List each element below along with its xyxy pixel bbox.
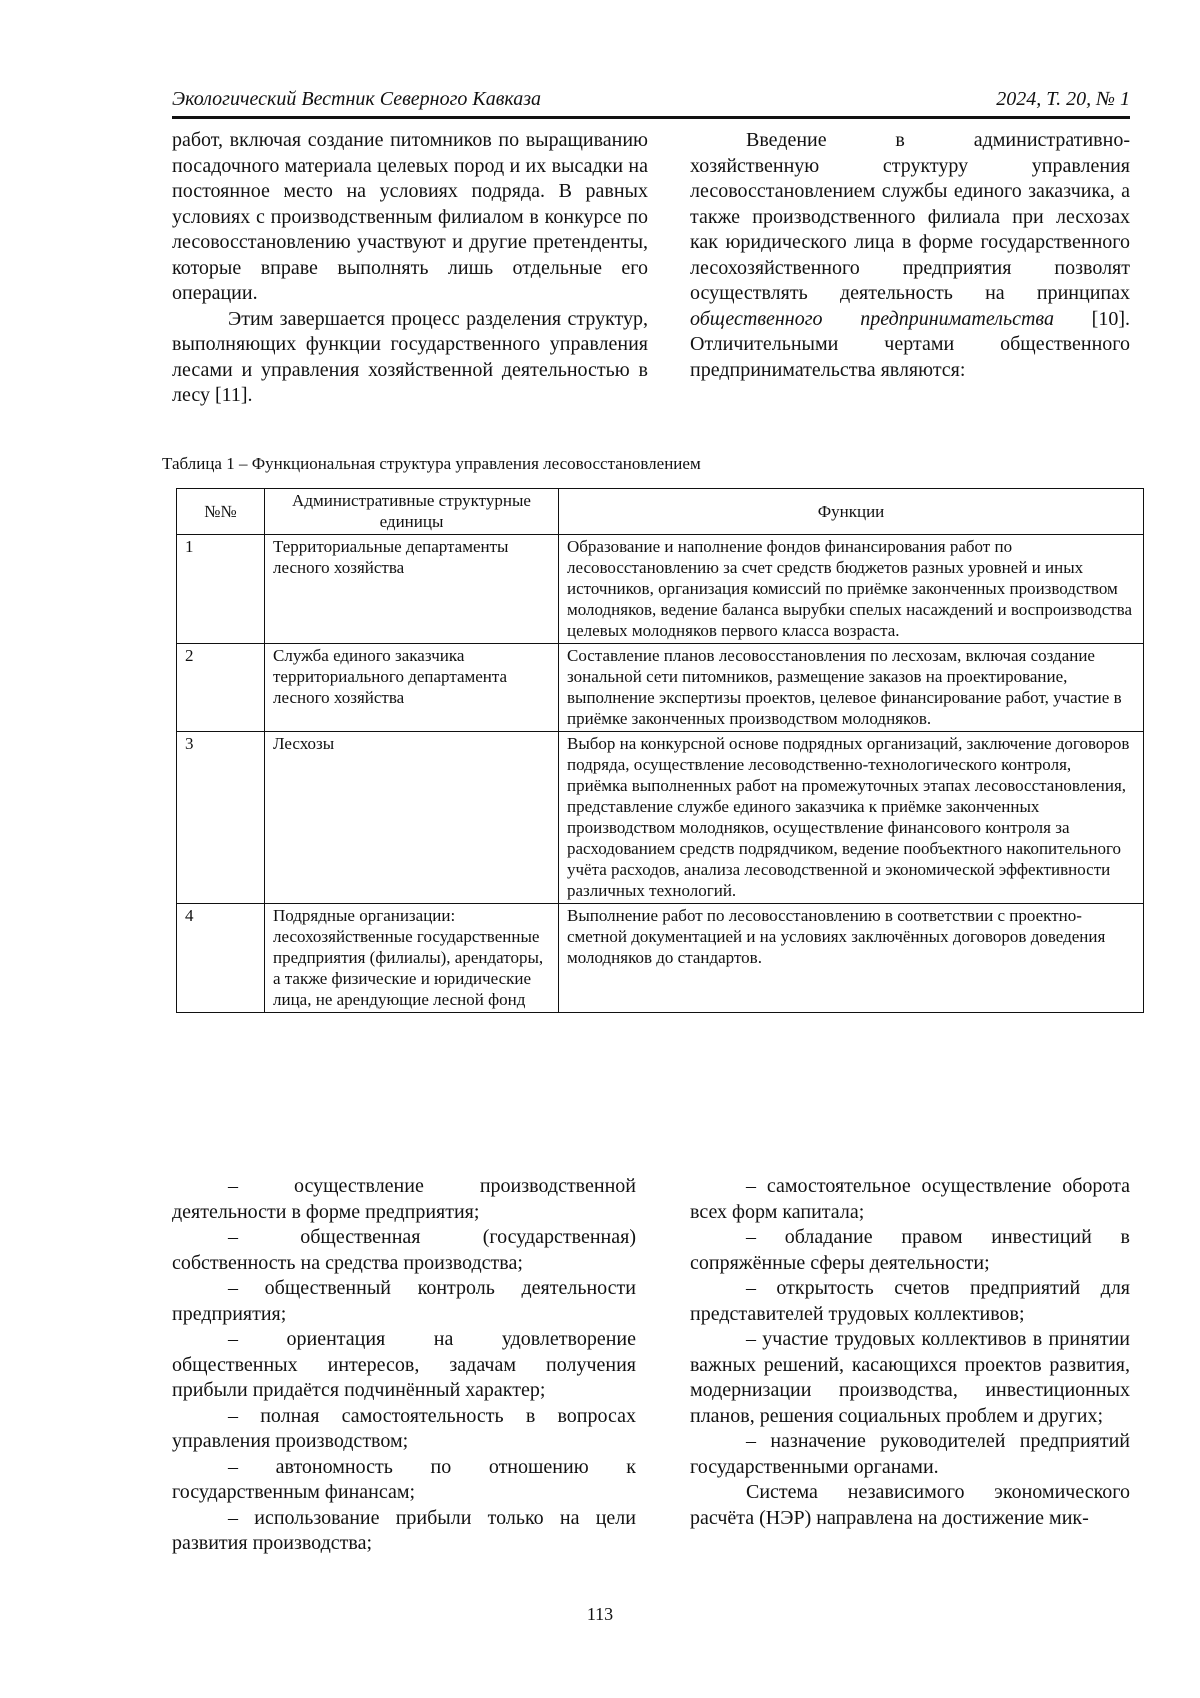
row-number: 4 — [177, 904, 265, 1013]
paragraph — [690, 128, 1130, 383]
paragraph: Система независимого экономического расчёта (НЭР) направлена на достижение мик- — [690, 1481, 1130, 1529]
list-item: – самостоятельное осуществление оборота всех форм капитала; — [690, 1175, 1130, 1223]
right-column-top — [690, 128, 1130, 383]
header-functions: Функции — [559, 489, 1144, 535]
table-header-row — [177, 489, 1144, 535]
row-functions: Составление планов лесовосстановления по лесхозам, включая создание зональной сети питомников, размещение заказов на проектирование, выполнение экспертизы проектов, целевое финансирование работ, участие в приёмке законченных производством молодняков. — [559, 644, 1144, 732]
list-item: – общественный контроль деятельности предприятия; — [172, 1277, 636, 1325]
list-item: – открытость счетов предприятий для представителей трудовых коллективов; — [690, 1277, 1130, 1325]
list-item: – использование прибыли только на цели развития производства; — [172, 1506, 636, 1554]
table-row — [177, 732, 1144, 904]
row-functions: Выбор на конкурсной основе подрядных организаций, заключение договоров подряда, осуществление лесоводственно-технологического контроля, приёмка выполненных работ на промежуточных этапах лесовосстановления, представление службе единого заказчика к приёмке законченных производством молодняков, осуществление финансового контроля за расходованием средств подрядчиком, ведение пообъектного накопительного учёта расходов, анализа лесоводственной и экономической эффективности различных технологий. — [559, 732, 1144, 904]
table-row — [177, 644, 1144, 732]
table-row — [177, 535, 1144, 644]
row-number: 2 — [177, 644, 265, 732]
table-row — [177, 904, 1144, 1013]
row-functions: Образование и наполнение фондов финансирования работ по лесовосстановлению за счет средств бюджетов разных уровней и иных источников, организация комиссий по приёмке законченных производством молодняков, ведение баланса вырубки спелых насаждений и воспроизводства целевых молодняков первого класса возраста. — [559, 535, 1144, 644]
row-number: 3 — [177, 732, 265, 904]
functional-structure-table — [176, 488, 1144, 1013]
list-item: – автономность по отношению к государственным финансам; — [172, 1455, 636, 1503]
list-item: – участие трудовых коллективов в принятии важных решений, касающихся проектов развития, модернизации производства, инвестиционных планов, решения социальных проблем и других; — [690, 1328, 1130, 1427]
row-unit: Лесхозы — [265, 732, 559, 904]
list-item: – обладание правом инвестиций в сопряжённые сферы деятельности; — [690, 1226, 1130, 1274]
header-units: Административные структурные единицы — [265, 489, 559, 535]
header-number: №№ — [177, 489, 265, 535]
running-header — [172, 84, 1130, 119]
left-column-bottom — [172, 1174, 636, 1557]
row-unit: Территориальные департаменты лесного хозяйства — [265, 535, 559, 644]
list-item: – назначение руководителей предприятий государственными органами. — [690, 1430, 1130, 1478]
left-column-top — [172, 128, 648, 409]
paragraph-text: Введение в административно-хозяйственную структуру управления лесовосстановлением службы единого заказчика, а также производственного филиала при лесхозах как юридического лица в форме государственного лесохозяйственного предприятия позволят осуществлять деятельность на принципах — [690, 129, 1130, 304]
journal-title: Экологический Вестник Северного Кавказа — [172, 88, 542, 110]
row-unit: Служба единого заказчика территориального департамента лесного хозяйства — [265, 644, 559, 732]
list-item: – ориентация на удовлетворение общественных интересов, задачам получения прибыли придаётся подчинённый характер; — [172, 1328, 636, 1401]
paragraph: Этим завершается процесс разделения структур, выполняющих функции государственного управления лесами и управления хозяйственной деятельностью в лесу [11]. — [172, 307, 648, 406]
table-caption: Таблица 1 – Функциональная структура управления лесовосстановлением — [162, 454, 701, 473]
row-unit: Подрядные организации: лесохозяйственные государственные предприятия (филиалы), арендаторы, а также физические и юридические лица, не арендующие лесной фонд — [265, 904, 559, 1013]
list-item: – общественная (государственная) собственность на средства производства; — [172, 1226, 636, 1274]
right-column-bottom — [690, 1174, 1130, 1531]
row-number: 1 — [177, 535, 265, 644]
list-item: – осуществление производственной деятельности в форме предприятия; — [172, 1175, 636, 1223]
issue-info: 2024, Т. 20, № 1 — [996, 88, 1130, 110]
paragraph-text: [10]. Отличительными чертами общественного предпринимательства являются: — [690, 307, 1130, 381]
page-number: 113 — [586, 1604, 614, 1624]
row-functions: Выполнение работ по лесовосстановлению в соответствии с проектно-сметной документацией и на условиях заключённых договоров доведения молодняков до стандартов. — [559, 904, 1144, 1013]
list-item: – полная самостоятельность в вопросах управления производством; — [172, 1404, 636, 1452]
paragraph: работ, включая создание питомников по выращиванию посадочного материала целевых пород и их высадки на постоянное место на условиях подряда. В равных условиях с производственным филиалом в конкурсе по лесовосстановлению участвуют и другие претенденты, которые вправе выполнять лишь отдельные его операции. — [172, 129, 648, 304]
italic-term: общественного предпринимательства — [690, 307, 1054, 330]
